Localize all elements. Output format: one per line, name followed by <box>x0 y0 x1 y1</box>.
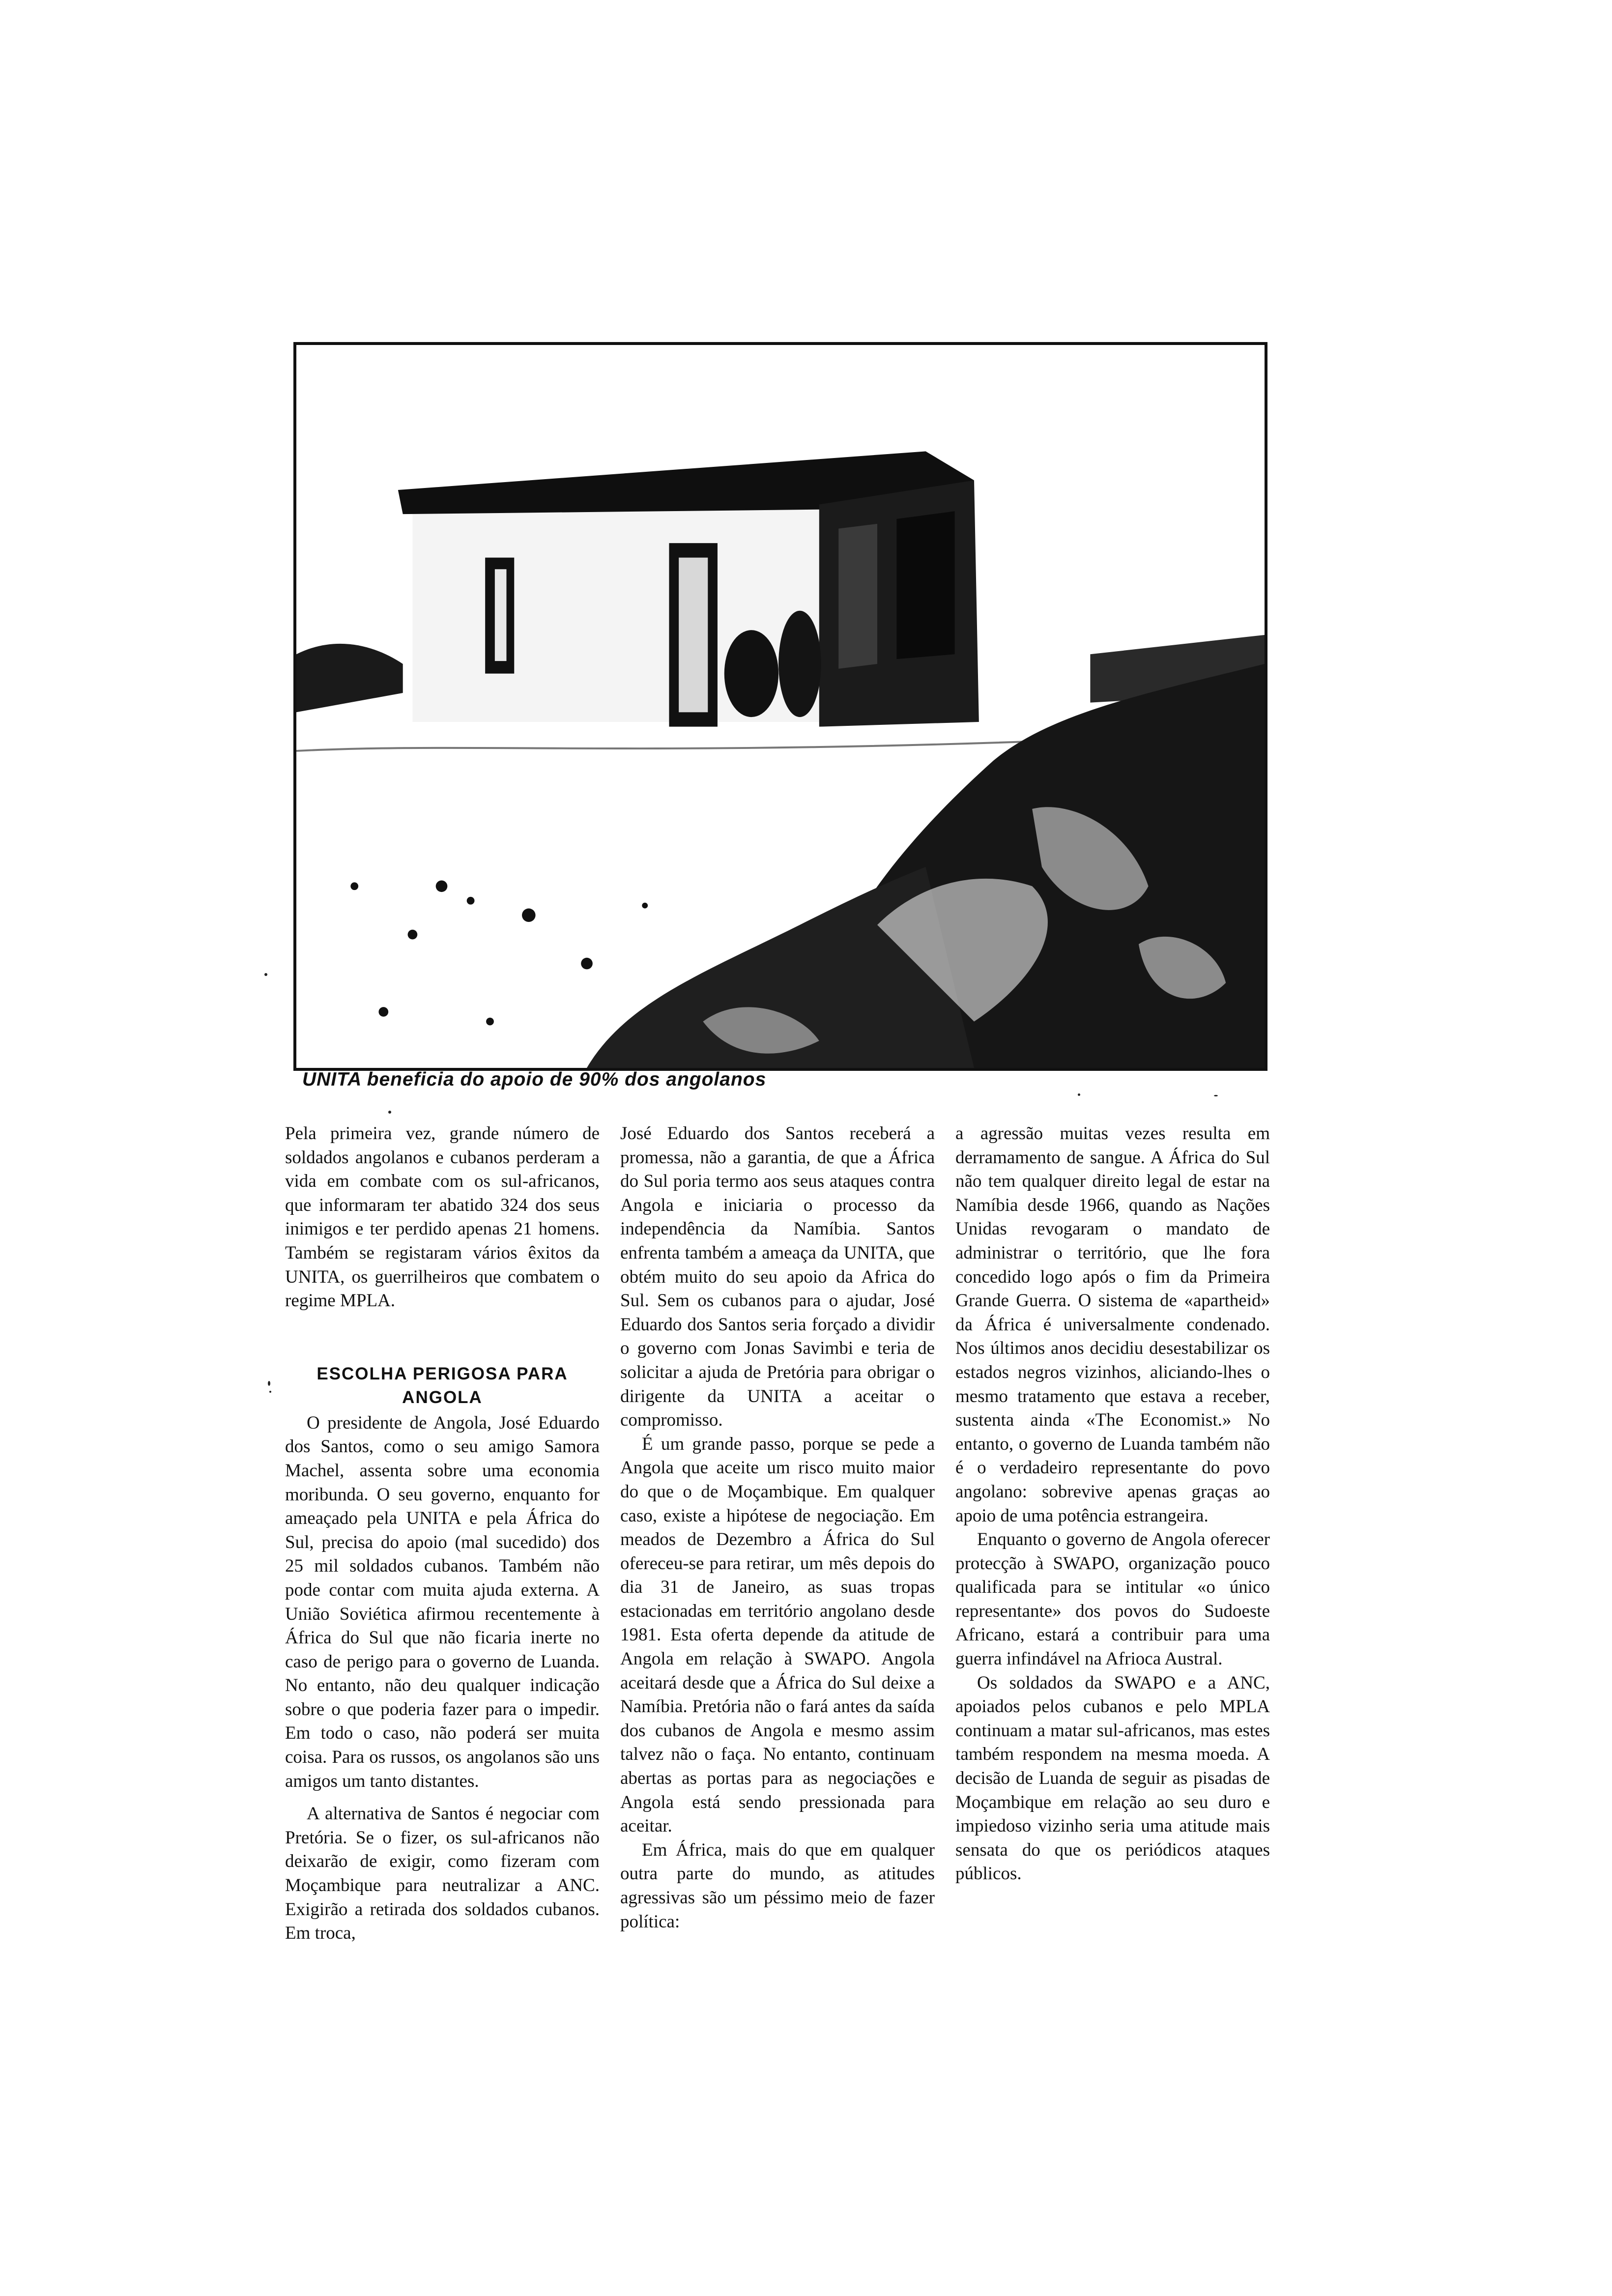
article-photo <box>293 342 1267 1071</box>
photo-caption: UNITA beneficia do apoio de 90% dos angolanos <box>302 1069 767 1090</box>
paragraph: Em África, mais do que em qualquer outra parte do mundo, as atitudes agressivas são um péssimo meio de fazer política: <box>620 1839 935 1932</box>
article-column-3 <box>955 1122 1270 1886</box>
paragraph: A alternativa de Santos é negociar com Pretória. Se o fizer, os sul-africanos não deixarão de exigir, como fizeram com Moçambique para neutralizar a ANC. Exigirão a retirada dos soldados cubanos. Em troca, <box>285 1804 600 1944</box>
paragraph: Pela primeira vez, grande número de soldados angolanos e cubanos perderam a vida em combate com os sul-africanos, que informaram ter abatido 324 dos seus inimigos e ter perdido apenas 21 homens. Também se registaram vários êxitos da UNITA, os guerrilheiros que combatem o regime MPLA. <box>285 1123 600 1311</box>
house-photo-illustration <box>296 345 1265 1068</box>
paragraph: O presidente de Angola, José Eduardo dos Santos, como o seu amigo Samora Machel, assenta sobre uma economia moribunda. O seu governo, enquanto for ameaçado pela UNITA e pela África do Sul, precisa do apoio (mal sucedido) dos 25 mil soldados cubanos. Também não pode contar com muita ajuda externa. A União Soviética afirmou recentemente à África do Sul que não ficaria inerte no caso de perigo para o governo de Luanda. No entanto, não deu qualquer indicação sobre o que poderia fazer para o impedir. Em todo o caso, não poderá ser muita coisa. Para os russos, os angolanos são uns amigos um tanto distantes. <box>285 1412 600 1791</box>
paragraph: José Eduardo dos Santos receberá a promessa, não a garantia, de que a África do Sul poria termo aos seus ataques contra Angola e iniciaria o processo da independência da Namíbia. Santos enfrenta também a ameaça da UNITA, que obtém muito do seu apoio da Africa do Sul. Sem os cubanos para o ajudar, José Eduardo dos Santos seria forçado a dividir o governo com Jonas Savimbi e teria de solicitar a ajuda de Pretória para obrigar o dirigente da UNITA a aceitar o compromisso. <box>620 1123 935 1431</box>
paragraph: Enquanto o governo de Angola oferecer protecção à SWAPO, organização pouco qualificada para se intitular «o único representante» dos povos do Sudoeste Africano, estará a contribuir para uma guerra infindável na Afrioca Austral. <box>955 1529 1270 1669</box>
article-column-2 <box>620 1122 935 1934</box>
paragraph: a agressão muitas vezes resulta em derramamento de sangue. A África do Sul não tem qualquer direito legal de estar na Namíbia desde 1966, quando as Nações Unidas revogaram o mandato de administrar o território, que lhe fora concedido logo após o fim da Primeira Grande Guerra. O sistema de «apartheid» da África é universalmente condenado. Nos últimos anos decidiu desestabilizar os estados negros vizinhos, aliciando-lhes o mesmo tratamento que estava a receber, sustenta ainda «The Economist.» No entanto, o governo de Luanda também não é o verdadeiro representante do povo angolano: sobrevive apenas graças ao apoio de uma potência estrangeira. <box>955 1123 1270 1526</box>
article-column-1 <box>285 1122 600 1946</box>
paragraph: É um grande passo, porque se pede a Angola que aceite um risco muito maior do que o de Moçambique. Em qualquer caso, existe a hipótese de negociação. Em meados de Dezembro a África do Sul ofereceu-se para retirar, um mês depois do dia 31 de Janeiro, as suas tropas estacionadas em território angolano desde 1981. Esta oferta depende da atitude de Angola em relação à SWAPO. Angola aceitará desde que a África do Sul deixe a Namíbia. Pretória não o fará antes da saída dos cubanos de Angola e mesmo assim talvez não o faça. No entanto, continuam abertas as portas para as negociações e Angola está sendo pressionada para aceitar. <box>620 1434 935 1837</box>
paragraph: Os soldados da SWAPO e a ANC, apoiados pelos cubanos e pelo MPLA continuam a matar sul-africanos, mas estes também respondem na mesma moeda. A decisão de Luanda de seguir as pisadas de Moçambique em relação ao seu duro e impiedoso vizinho seria uma atitude mais sensata do que os periódicos ataques públicos. <box>955 1672 1270 1884</box>
section-heading: ESCOLHA PERIGOSA PARA ANGOLA <box>317 1364 568 1407</box>
